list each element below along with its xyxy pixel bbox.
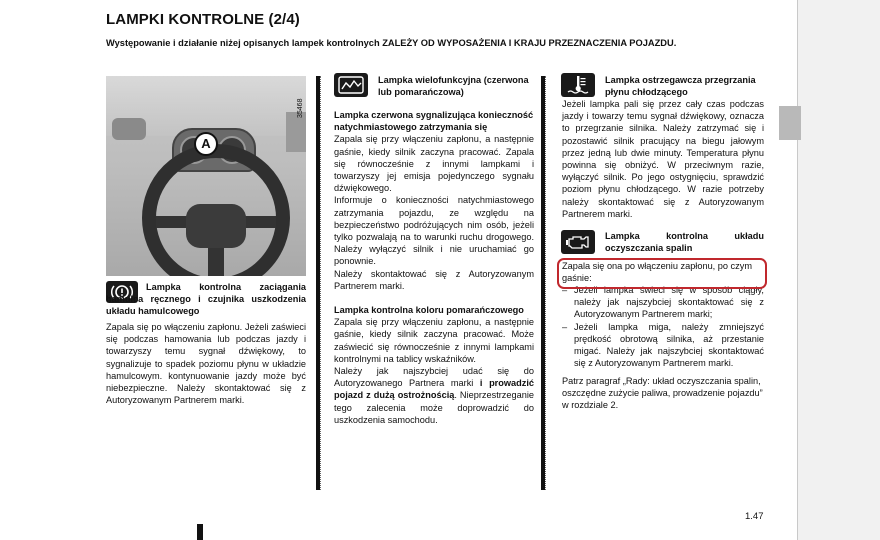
page-subtitle: Występowanie i działanie niżej opisanych lampek kontrolnych ZALEŻY OD WYPOSAŻENIA I KRAJU PRZEZNACZENIA POJAZDU. bbox=[106, 38, 677, 48]
coolant-description: Jeżeli lampka pali się przez cały czas podczas jazdy i towarzy temu sygnał dźwiękowy, oznacza to przegrzanie silnika. Należy zatrzymać się i pozostawić silnik pracujący na biegu jałowym przez jedną lub dwie minuty. Temperatura płynu powinna się obniżyć. W przeciwnym razie, wyłączyć silnik. Po jego ostygnięciu, sprawdzić poziom płynu chłodzącego. W razie potrzeby należy skontaktować się z Autoryzowanym Partnerem marki. bbox=[562, 99, 764, 219]
red-highlight-annotation bbox=[557, 258, 767, 289]
dashboard-photo bbox=[106, 76, 306, 276]
coolant-temperature-icon bbox=[561, 73, 595, 97]
list-item: – Jeżeli lampka świeci się w sposób ciągły, należy jak najszybciej skontaktować się z Autoryzowanym Partnerem marki; bbox=[562, 284, 764, 321]
photo-reference-code: 35468 bbox=[297, 98, 304, 118]
engine-emission-icon bbox=[561, 230, 595, 254]
emission-intro: Zapala się ona po włączeniu zapłonu, po czym gaśnie: bbox=[562, 261, 752, 284]
page-corner-mark bbox=[197, 524, 203, 540]
red-lamp-paragraph-3: Należy skontaktować się z Autoryzowanym Partnerem marki. bbox=[334, 268, 534, 291]
instrument-cluster-marker: A bbox=[194, 132, 218, 156]
emission-heading: Lampka kontrolna układu oczyszczania spalin bbox=[605, 231, 764, 254]
emission-list bbox=[562, 284, 764, 369]
scrollbar-thumb[interactable] bbox=[779, 106, 801, 140]
handbrake-heading: Lampka kontrolna zaciągania hamulca ręcznego i czujnika uszkodzenia układu hamulcowego bbox=[106, 282, 306, 317]
viewer-side-panel bbox=[797, 0, 880, 540]
column-divider bbox=[320, 76, 321, 490]
multifunction-heading: Lampka wielofunkcyjna (czerwona lub pomarańczowa) bbox=[378, 75, 529, 98]
red-lamp-heading: Lampka czerwona sygnalizująca konieczność natychmiastowego zatrzymania się bbox=[334, 110, 534, 133]
orange-lamp-paragraph-2: Należy jak najszybciej udać się do Autoryzowanego Partnera marki i prowadzić pojazd z dużą ostrożnością. Nieprzestrzeganie tego zalecenia może doprowadzić do uszkodzenia samochodu. bbox=[334, 366, 534, 425]
caution-emphasis: i prowadzić pojazd z dużą ostrożnością bbox=[334, 378, 534, 401]
red-lamp-paragraph-1: Zapala się przy włączeniu zapłonu, a następnie gaśnie, kiedy silnik zaczyna pracować. Zapala się równocześnie z innymi lampkami i towarzyszy jej emisja pojedynczego sygnału dźwiękowego. bbox=[334, 134, 534, 194]
emission-reference: Patrz paragraf „Rady: układ oczyszczania spalin, oszczędne zużycie paliwa, prowadzenie pojazdu” w rozdziale 2. bbox=[562, 376, 763, 411]
handbrake-description: Zapala się po włączeniu zapłonu. Jeżeli zaświeci się podczas hamowania lub podczas jazdy i towarzyszy temu sygnał dźwiękowy, to sygnalizuje to spadek poziomu płynu w układzie hamulcowym. kontynuowanie jazdy może być niebezpieczne. Należy skontaktować się z Autoryzowanym Partnerem marki. bbox=[106, 322, 306, 406]
coolant-heading: Lampka ostrzegawcza przegrzania płynu chłodzącego bbox=[605, 75, 756, 98]
orange-lamp-paragraph-1: Zapala się przy włączeniu zapłonu, a następnie gaśnie, kiedy silnik zaczyna pracować. Może zaświecić się równocześnie z innymi lampkami kontrolnymi na tablicy wskaźników. bbox=[334, 317, 534, 364]
page-title: LAMPKI KONTROLNE (2/4) bbox=[106, 11, 300, 28]
list-item: – Jeżeli lampka miga, należy zmniejszyć prędkość obrotową silnika, aż przestanie migać. Należy jak najszybciej skontaktować się z Autoryzowanym Partnerem marki. bbox=[562, 321, 764, 370]
red-lamp-paragraph-2: Informuje o konieczności natychmiastowego zatrzymania pojazdu, ze względu na bezpieczeństwo podróżujących nim osób, jeżeli tylko pozwalają na to warunki ruchu drogowego. Należy wyłączyć silnik i nie uruchamiać go ponownie. bbox=[334, 195, 534, 267]
column-divider bbox=[545, 76, 546, 490]
page-number: 1.47 bbox=[745, 511, 764, 522]
multifunction-warning-icon bbox=[334, 73, 368, 97]
orange-lamp-heading: Lampka kontrolna koloru pomarańczowego bbox=[334, 305, 524, 316]
